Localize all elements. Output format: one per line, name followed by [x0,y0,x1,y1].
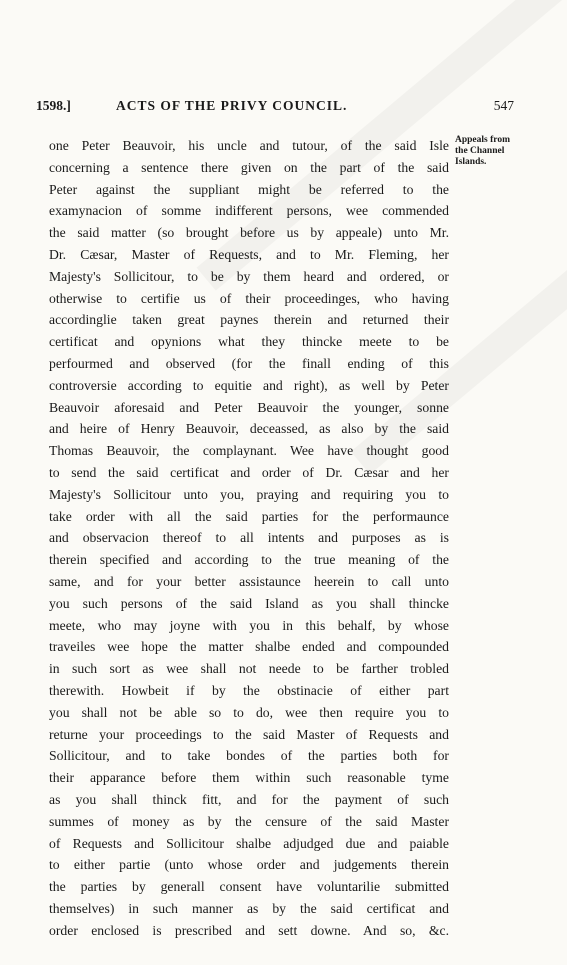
running-header [36,98,514,120]
text-line: traveiles wee hope the matter shalbe ended and compounded [49,639,449,655]
text-line: order enclosed is prescribed and sett downe. And so, &c. [49,922,449,938]
text-line: therein specified and according to the true meaning of the [49,552,449,568]
text-line: in such sort as wee shall not neede to be farther trobled [49,661,449,677]
text-line: Majesty's Sollicitour, to be by them heard and ordered, or [49,268,449,284]
text-line: examynacion of somme indifferent persons, wee commended [49,203,449,219]
text-line: and observacion thereof to all intents and purposes as is [49,530,449,546]
body-text [49,135,449,941]
text-line: as you shall thinck fitt, and for the payment of such [49,791,449,807]
text-line: meete, who may joyne with you in this behalf, by whose [49,617,449,633]
text-line: you shall not be able so to do, wee then require you to [49,704,449,720]
text-line: otherwise to certifie us of their proceedinges, who having [49,290,449,306]
text-line: their apparance before them within such reasonable tyme [49,770,449,786]
text-line: returne your proceedings to the said Master of Requests and [49,726,449,742]
text-line: summes of money as by the censure of the said Master [49,813,449,829]
text-line: to either partie (unto whose order and judgements therein [49,857,449,873]
text-line: Dr. Cæsar, Master of Requests, and to Mr. Fleming, her [49,246,449,262]
text-line: the parties by generall consent have voluntarilie submitted [49,879,449,895]
text-line: therewith. Howbeit if by the obstinacie of either part [49,682,449,698]
text-line: certificat and opynions what they thincke meete to be [49,334,449,350]
text-line: to send the said certificat and order of Dr. Cæsar and her [49,464,449,480]
text-line: same, and for your better assistaunce heerein to call unto [49,573,449,589]
header-year: 1598.] [36,98,71,113]
margin-note-line: Islands. [455,157,487,167]
text-line: one Peter Beauvoir, his uncle and tutour, of the said Isle [49,138,449,153]
text-line: Sollicitour, and to take bondes of the parties both for [49,748,449,764]
text-line: Majesty's Sollicitour unto you, praying and requiring you to [49,486,449,502]
text-line: and heire of Henry Beauvoir, deceassed, as also by the said [49,421,449,437]
text-line: the said matter (so brought before us by appeale) unto Mr. [49,225,449,241]
text-line: of Requests and Sollicitour shalbe adjudged due and paiable [49,835,449,851]
text-line: Peter against the suppliant might be referred to the [49,181,449,197]
text-line: controversie according to equitie and right), as well by Peter [49,377,449,393]
text-line: themselves) in such manner as by the said certificat and [49,900,449,916]
text-line: accordinglie taken great paynes therein and returned their [49,312,449,328]
header-title: ACTS OF THE PRIVY COUNCIL. [116,98,348,113]
margin-note-line: the Channel [455,146,505,156]
page-number: 547 [493,98,514,113]
text-line: take order with all the said parties for the performaunce [49,508,449,524]
text-line: perfourmed and observed (for the finall ending of this [49,355,449,371]
text-line: concerning a sentence there given on the part of the said [49,159,449,175]
text-line: Thomas Beauvoir, the complaynant. Wee have thought good [49,443,449,459]
text-line: Beauvoir aforesaid and Peter Beauvoir the younger, sonne [49,399,449,415]
text-line: you such persons of the said Island as you shall thincke [49,595,449,611]
margin-note-line: Appeals from [455,135,510,145]
margin-note [455,135,535,168]
